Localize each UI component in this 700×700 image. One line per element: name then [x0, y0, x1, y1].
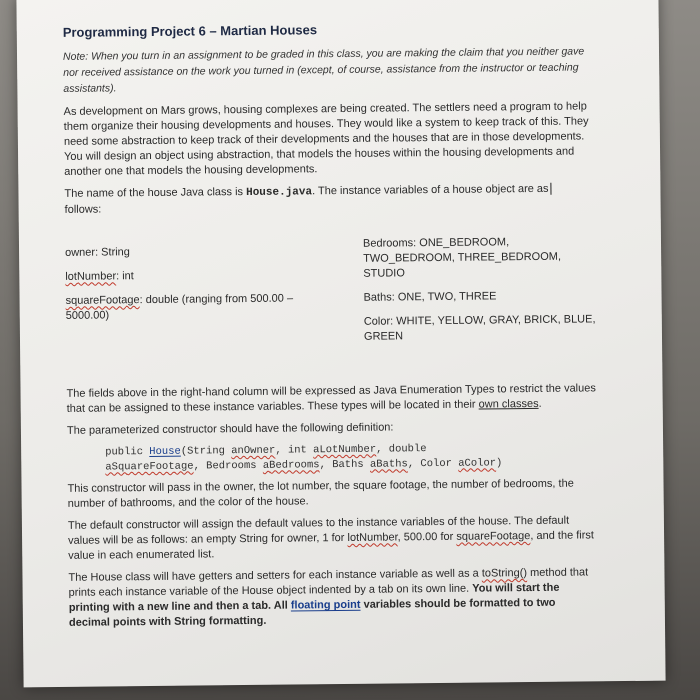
- class-line-end: follows:: [64, 203, 102, 216]
- getters-setters-paragraph: [68, 565, 599, 631]
- code-part: , double: [376, 443, 427, 456]
- owner-field: owner: String: [65, 246, 130, 259]
- code-arg-baths: aBaths: [369, 458, 408, 471]
- bedrooms-enum: Bedrooms: ONE_BEDROOM, TWO_BEDROOM, THREE_BEDROOM, STUDIO: [362, 236, 562, 280]
- class-line-post: . The instance variables of a house object are as: [312, 182, 549, 198]
- code-arg-owner: anOwner: [231, 444, 276, 458]
- code-method-name: House: [149, 445, 181, 459]
- code-part: , Baths: [319, 458, 371, 472]
- color-enum: Color: WHITE, YELLOW, GRAY, BRICK, BLUE, GREEN: [363, 313, 596, 343]
- tostring-term: toString(): [481, 567, 528, 580]
- intro-paragraph: As development on Mars grows, housing complexes are being created. The settlers need a program to help them organize their housing developments and houses. They would like a system to keep track of this. They need some abstraction to keep track of their developments and the houses that are in those developments. You will design an object using abstraction, that models the houses within the housing developments and another one that models the housing developments.: [63, 100, 589, 178]
- right-column: [363, 234, 596, 353]
- floating-point-term: floating point: [290, 598, 361, 612]
- enum-paragraph: [66, 381, 596, 417]
- default-constructor-paragraph: [68, 513, 598, 564]
- own-classes-text: own classes: [478, 397, 539, 411]
- code-part: ): [495, 457, 503, 470]
- default-pre: The default constructor will assign the default values to the instance variables of the house. The default values will be as follows: an empty String for owner, 1 for: [67, 514, 570, 547]
- document-title: Programming Project 6 – Martian Houses: [62, 22, 318, 40]
- text-cursor: [550, 183, 551, 195]
- final-pre: The House class will have getters and setters for each instance variable as well as a: [68, 567, 482, 584]
- code-keyword: public: [105, 446, 150, 459]
- final-bold-2: variables should be formatted to two decimal points with String formatting.: [68, 596, 556, 629]
- constructor-description: This constructor will pass in the owner, the lot number, the square footage, the number of bedrooms, the number of bathrooms, and the color of the house.: [67, 477, 574, 510]
- left-column: [65, 237, 326, 357]
- code-part: , Bedrooms: [193, 459, 263, 473]
- square-footage-type: : double (ranging from 500.00 – 5000.00): [65, 292, 294, 322]
- default-post: , and the first value in each enumerated list.: [68, 529, 594, 562]
- enum-para-pre: The fields above in the right-hand column will be expressed as Java Enumeration Types to restrict the values that can be assigned to these instance variables. These types will be located in their: [66, 382, 596, 415]
- enum-para-post: .: [538, 397, 542, 410]
- class-line-pre: The name of the house Java class is: [64, 185, 247, 200]
- lot-number-type: : int: [116, 270, 134, 283]
- code-arg-color: aColor: [458, 457, 497, 470]
- lot-number-label: lotNumber: [65, 270, 117, 283]
- fields-columns: [65, 234, 596, 357]
- code-arg-lot: aLotNumber: [313, 443, 377, 457]
- constructor-intro: The parameterized constructor should have the following definition:: [66, 421, 394, 437]
- baths-enum: Baths: ONE, TWO, THREE: [363, 290, 497, 304]
- code-part: , int: [275, 444, 314, 457]
- lot-number-field: [65, 267, 325, 285]
- honor-note: Note: When you turn in an assignment to be graded in this class, you are making the claim that you neither gave nor received assistance on the work you turned in (except, of course, assistance from the instructor or teaching assistants).: [62, 45, 585, 95]
- class-name: House.java: [246, 186, 313, 199]
- code-part: (String: [180, 445, 232, 458]
- code-part: , Color: [407, 457, 459, 471]
- code-arg-bedrooms: aBedrooms: [262, 459, 320, 472]
- class-name-line: [64, 181, 594, 218]
- default-sqft-term: squareFootage: [456, 530, 531, 543]
- final-mid: method that prints each instance variable of the House object indented by a tab on its own line.: [68, 566, 589, 599]
- default-lot-term: lotNumber: [347, 531, 398, 544]
- document-body: [63, 19, 599, 638]
- square-footage-field: [66, 291, 326, 324]
- default-mid: , 500.00 for: [397, 530, 457, 544]
- final-bold-1: You will start the printing with a new line and then a tab. All: [68, 581, 560, 614]
- square-footage-label: squareFootage: [65, 294, 140, 307]
- paper-sheet: [16, 0, 665, 687]
- code-arg-sqft: aSquareFootage: [105, 460, 194, 474]
- constructor-code: [67, 440, 597, 476]
